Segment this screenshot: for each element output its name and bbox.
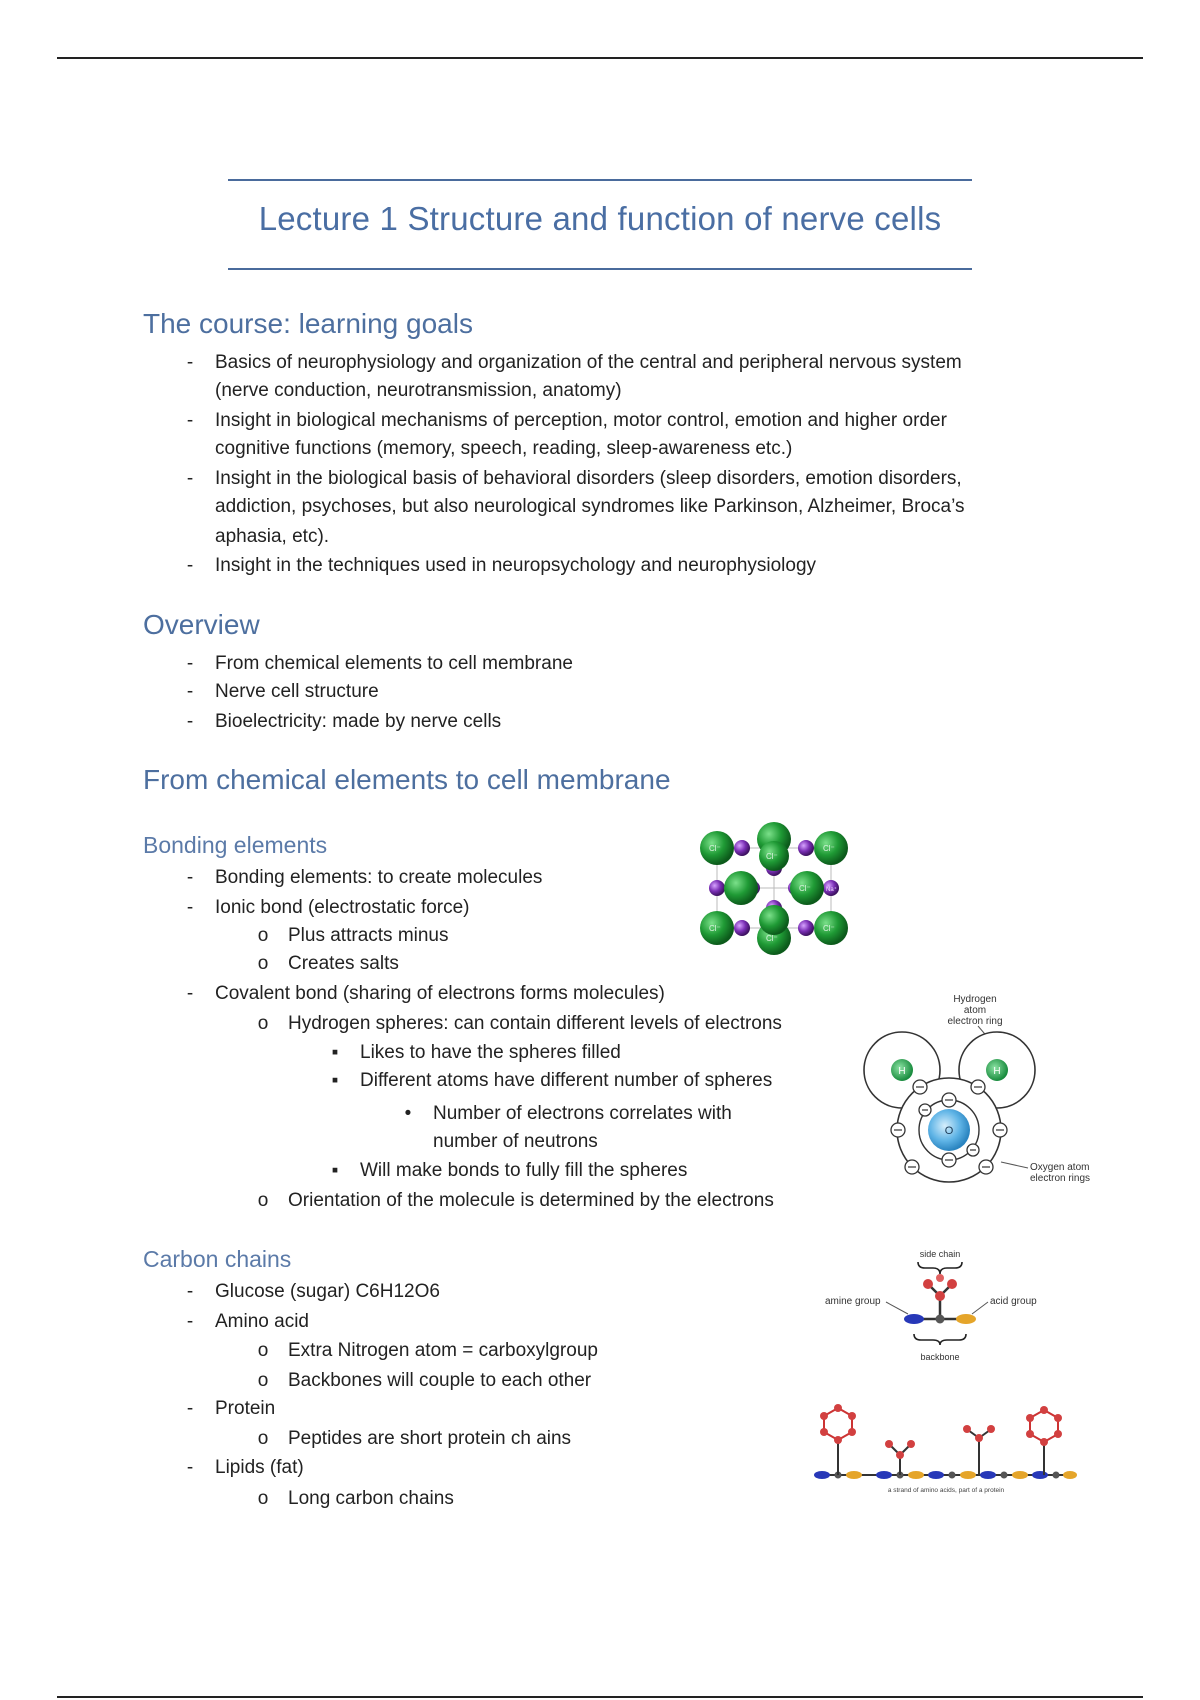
list-subitem: o Hydrogen spheres: can contain different levels of electrons	[257, 1013, 782, 1034]
list-item: - Insight in the techniques used in neuropsychology and neurophysiology	[186, 555, 817, 576]
title-top-rule	[228, 179, 972, 181]
cl-label: Cl⁻	[709, 924, 721, 933]
list-item: - Amino acid	[186, 1311, 309, 1332]
hydrogen-label: electron ring	[947, 1016, 1003, 1027]
cl-label: Cl⁻	[766, 934, 778, 943]
list-item-continuation: aphasia, etc).	[215, 526, 330, 547]
cl-label: Cl⁻	[823, 844, 835, 853]
list-item: - Lipids (fat)	[186, 1457, 304, 1478]
bottom-page-rule	[57, 1696, 1143, 1698]
side-chain-label: side chain	[919, 1249, 961, 1259]
protein-strand-figure	[812, 1400, 1080, 1496]
title-bottom-rule	[228, 268, 972, 270]
list-subitem: o Creates salts	[257, 953, 399, 974]
protein-caption: a strand of amino acids, part of a protein	[887, 1487, 1005, 1494]
cl-label: Cl⁻	[709, 844, 721, 853]
list-level4-item: • Number of electrons correlates with	[404, 1103, 732, 1124]
hydrogen-symbol: H	[898, 1066, 906, 1077]
list-item: - Nerve cell structure	[186, 681, 379, 702]
list-item: - Insight in biological mechanisms of perception, motor control, emotion and higher order	[186, 410, 947, 431]
list-item-continuation: cognitive functions (memory, speech, reading, sleep-awareness etc.)	[215, 438, 793, 459]
list-subitem: o Long carbon chains	[257, 1488, 454, 1509]
cl-label: Cl⁻	[766, 852, 778, 861]
heading-bonding-elements: Bonding elements	[143, 832, 328, 858]
list-subitem: o Extra Nitrogen atom = carboxylgroup	[257, 1340, 598, 1361]
amino-acid-figure	[820, 1244, 1060, 1364]
top-page-rule	[57, 57, 1143, 59]
list-item: - Glucose (sugar) C6H12O6	[186, 1281, 440, 1302]
oxygen-symbol: O	[944, 1125, 954, 1137]
list-item-continuation: (nerve conduction, neurotransmission, anatomy)	[215, 380, 622, 401]
list-item-continuation: addiction, psychoses, but also neurological syndromes like Parkinson, Alzheimer, Broca’s	[215, 496, 965, 517]
cl-label: Cl⁻	[799, 884, 811, 893]
list-item: - Bioelectricity: made by nerve cells	[186, 711, 502, 732]
page-title: Lecture 1 Structure and function of nerve cells	[258, 200, 942, 237]
backbone-label: backbone	[920, 1352, 960, 1362]
oxygen-label: electron rings	[1030, 1173, 1090, 1184]
list-subsubitem: ▪ Different atoms have different number of spheres	[331, 1070, 773, 1091]
hydrogen-label: Hydrogen	[953, 994, 997, 1005]
list-item: - From chemical elements to cell membrane	[186, 653, 573, 674]
list-item: - Bonding elements: to create molecules	[186, 867, 543, 888]
list-subitem: o Peptides are short protein ch ains	[257, 1428, 572, 1449]
water-molecule-figure	[860, 992, 1090, 1190]
list-item: - Covalent bond (sharing of electrons forms molecules)	[186, 983, 665, 1004]
oxygen-label: Oxygen atom	[1030, 1162, 1090, 1173]
list-item: - Basics of neurophysiology and organization of the central and peripheral nervous system	[186, 352, 962, 373]
list-item-continuation: number of neutrons	[433, 1131, 598, 1152]
na-label: Na⁺	[826, 887, 837, 893]
hydrogen-symbol: H	[993, 1066, 1001, 1077]
amine-group-label: amine group	[825, 1296, 881, 1307]
list-item: - Insight in the biological basis of behavioral disorders (sleep disorders, emotion disorders,	[186, 468, 962, 489]
list-subitem: o Backbones will couple to each other	[257, 1370, 592, 1391]
salt-crystal-figure	[695, 822, 855, 962]
list-subitem: o Orientation of the molecule is determined by the electrons	[257, 1190, 774, 1211]
heading-overview: Overview	[143, 609, 260, 640]
heading-carbon-chains: Carbon chains	[143, 1246, 292, 1272]
list-item: - Ionic bond (electrostatic force)	[186, 897, 470, 918]
heading-chemical-elements: From chemical elements to cell membrane	[143, 764, 671, 795]
list-subsubitem: ▪ Will make bonds to fully fill the spheres	[331, 1160, 688, 1181]
list-subsubitem: ▪ Likes to have the spheres filled	[331, 1042, 621, 1063]
cl-label: Cl⁻	[823, 924, 835, 933]
hydrogen-label: atom	[963, 1005, 987, 1016]
acid-group-label: acid group	[990, 1296, 1037, 1307]
list-subitem: o Plus attracts minus	[257, 925, 449, 946]
heading-learning-goals: The course: learning goals	[143, 308, 473, 339]
list-item: - Protein	[186, 1398, 276, 1419]
